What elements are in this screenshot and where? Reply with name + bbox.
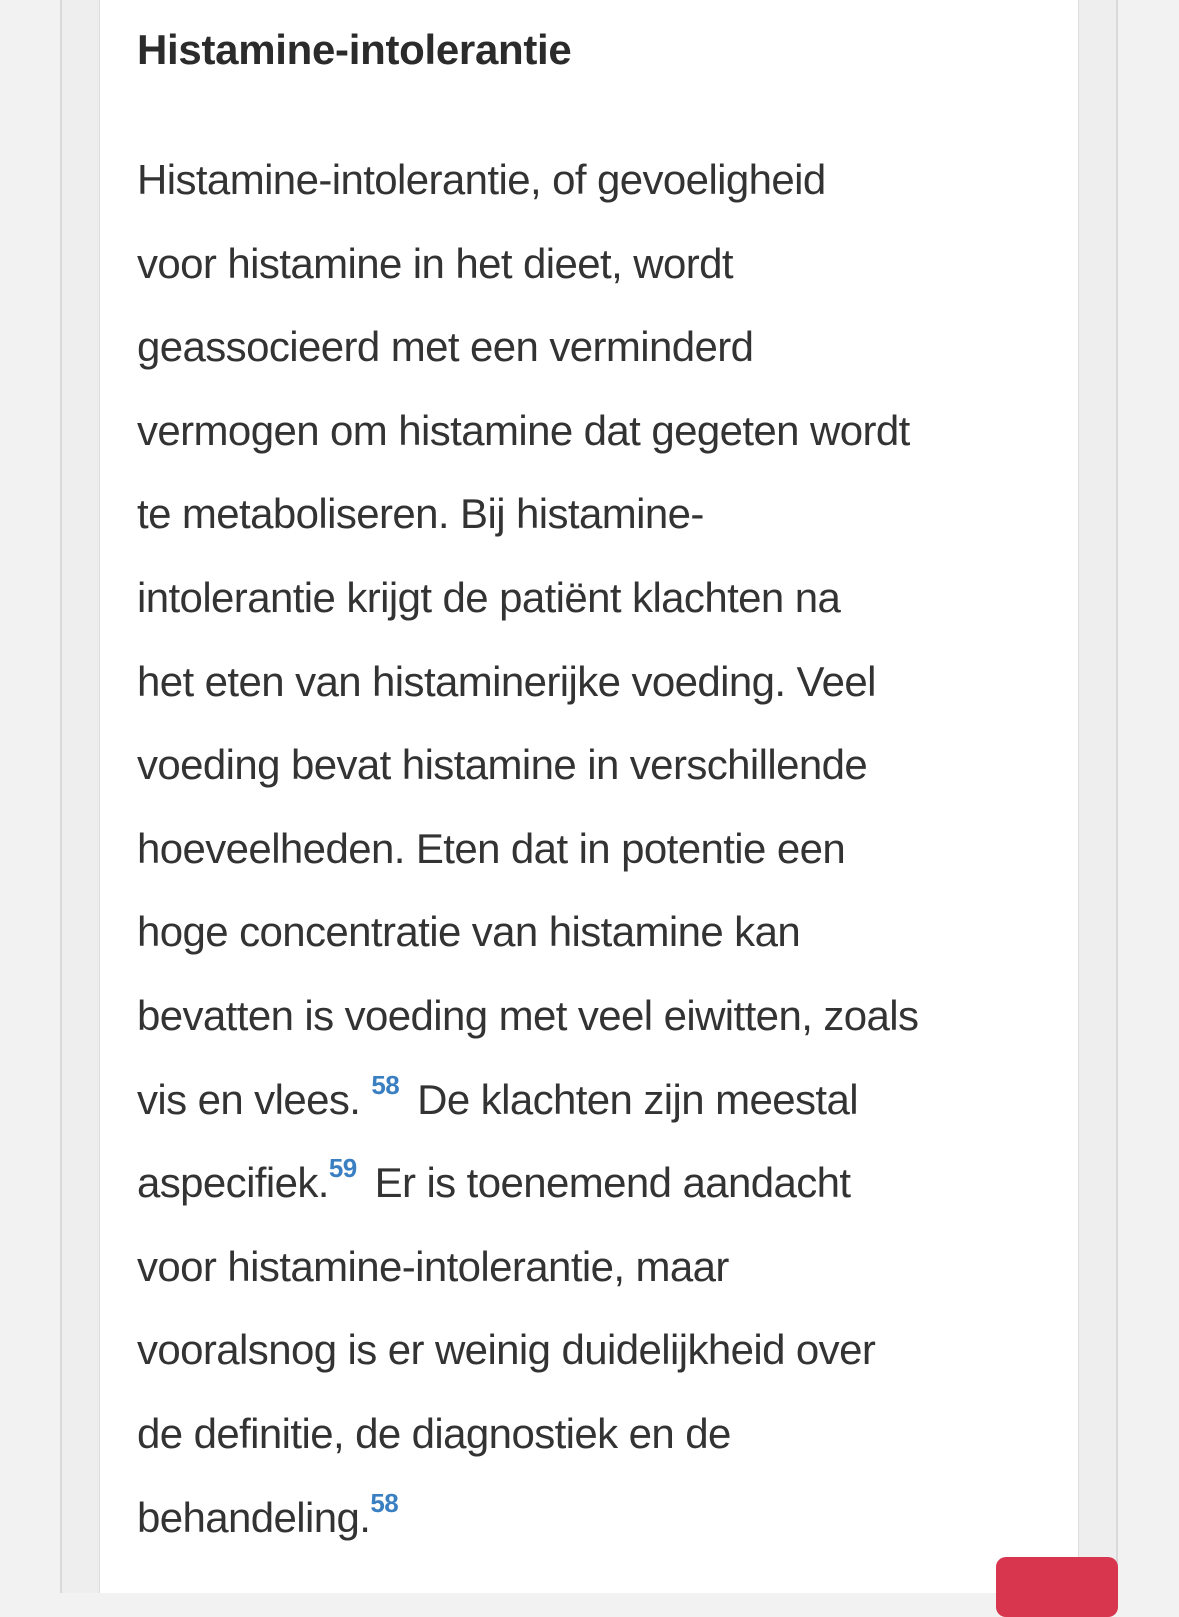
- body-line: [137, 1141, 1047, 1225]
- section-body: [137, 138, 1047, 1559]
- body-line: hoge concentratie van histamine kan: [137, 908, 801, 956]
- body-line: hoeveelheden. Eten dat in potentie een: [137, 824, 846, 872]
- body-line: het eten van histaminerijke voeding. Veel: [137, 657, 876, 705]
- body-line: voor histamine-intolerantie, maar: [137, 1242, 729, 1290]
- body-line: voor histamine in het dieet, wordt: [137, 239, 733, 287]
- body-line: vermogen om histamine dat gegeten wordt: [137, 406, 910, 454]
- section-title: Histamine-intolerantie: [137, 26, 572, 73]
- reference-link-59[interactable]: 59: [328, 1153, 357, 1184]
- body-text-segment: vis en vlees.: [137, 1075, 361, 1123]
- body-text-segment: De klachten zijn meestal: [417, 1075, 858, 1123]
- body-text-segment: Er is toenemend aandacht: [374, 1159, 851, 1207]
- body-line: vooralsnog is er weinig duidelijkheid over: [137, 1326, 876, 1374]
- body-text-segment: behandeling.: [137, 1493, 371, 1541]
- body-line: de definitie, de diagnostiek en de: [137, 1409, 731, 1457]
- body-text-segment: aspecifiek.: [137, 1159, 329, 1207]
- body-line: Histamine-intolerantie, of gevoeligheid: [137, 156, 826, 203]
- body-line: intolerantie krijgt de patiënt klachten na: [137, 573, 841, 621]
- body-line: bevatten is voeding met veel eiwitten, zoals: [137, 991, 919, 1039]
- floating-action-button[interactable]: [996, 1557, 1118, 1617]
- body-line: voeding bevat histamine in verschillende: [137, 741, 868, 789]
- body-line: te metaboliseren. Bij histamine-: [137, 490, 704, 538]
- reference-link-58[interactable]: 58: [371, 1069, 400, 1100]
- body-line: [137, 1058, 1047, 1142]
- body-line: [137, 1476, 1047, 1560]
- reference-link-58[interactable]: 58: [370, 1487, 399, 1518]
- body-line: geassocieerd met een verminderd: [137, 323, 754, 371]
